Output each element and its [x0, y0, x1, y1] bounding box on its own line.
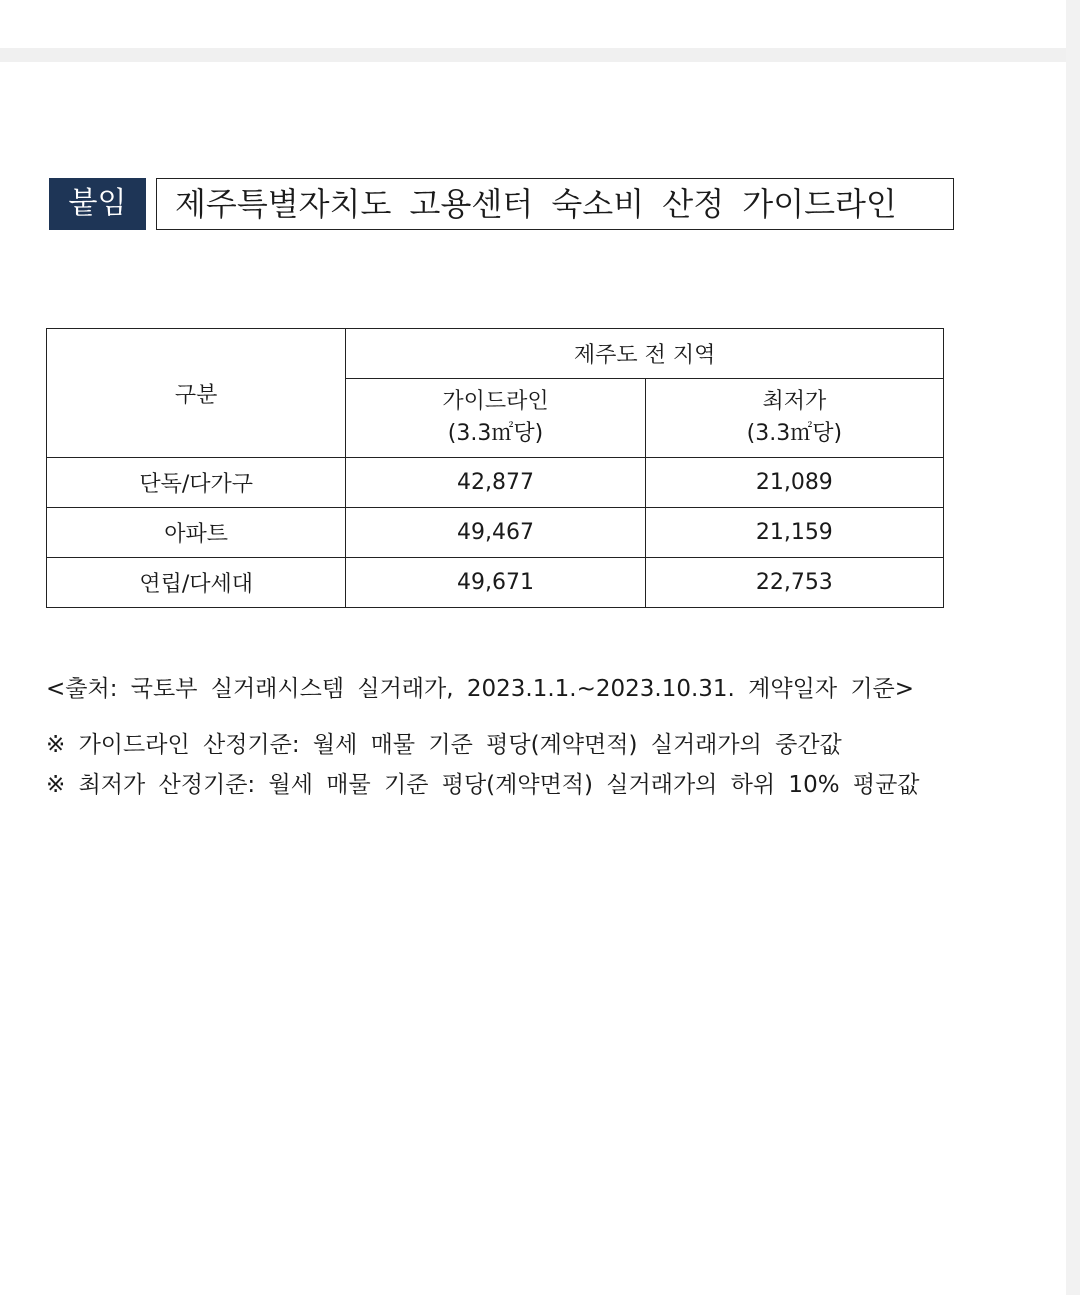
guideline-value: 42,877: [346, 458, 645, 508]
attachment-badge: 붙임: [49, 178, 146, 230]
row-header-cell: 구분: [47, 329, 346, 458]
top-bar: [0, 0, 1066, 48]
column-label: 가이드라인: [442, 389, 549, 414]
column-label: 최저가: [762, 389, 827, 414]
notes-section: [46, 670, 920, 805]
guideline-value: 49,671: [346, 558, 645, 608]
table-row: [47, 558, 944, 608]
column-unit: (3.3㎡당): [447, 421, 544, 446]
price-table: [46, 328, 944, 608]
lowest-value: 22,753: [645, 558, 943, 608]
row-name: 단독/다가구: [47, 458, 346, 508]
lowest-criteria-note: ※ 최저가 산정기준: 월세 매물 기준 평당(계약면적) 실거래가의 하위 10% 평균값: [46, 772, 920, 798]
top-divider: [0, 48, 1066, 62]
row-name: 연립/다세대: [47, 558, 346, 608]
column-header-lowest: [645, 379, 943, 458]
lowest-value: 21,089: [645, 458, 943, 508]
column-header-guideline: [346, 379, 645, 458]
guideline-criteria-note: ※ 가이드라인 산정기준: 월세 매물 기준 평당(계약면적) 실거래가의 중간값: [46, 732, 842, 758]
scrollbar-track[interactable]: [1066, 0, 1080, 1295]
table-row: [47, 458, 944, 508]
group-header-cell: 제주도 전 지역: [346, 329, 944, 379]
source-note: <출처: 국토부 실거래시스템 실거래가, 2023.1.1.~2023.10.31. 계약일자 기준>: [46, 676, 915, 702]
document-title: 제주특별자치도 고용센터 숙소비 산정 가이드라인: [156, 178, 954, 230]
lowest-value: 21,159: [645, 508, 943, 558]
row-name: 아파트: [47, 508, 346, 558]
table-row: [47, 508, 944, 558]
guideline-value: 49,467: [346, 508, 645, 558]
column-unit: (3.3㎡당): [746, 421, 843, 446]
